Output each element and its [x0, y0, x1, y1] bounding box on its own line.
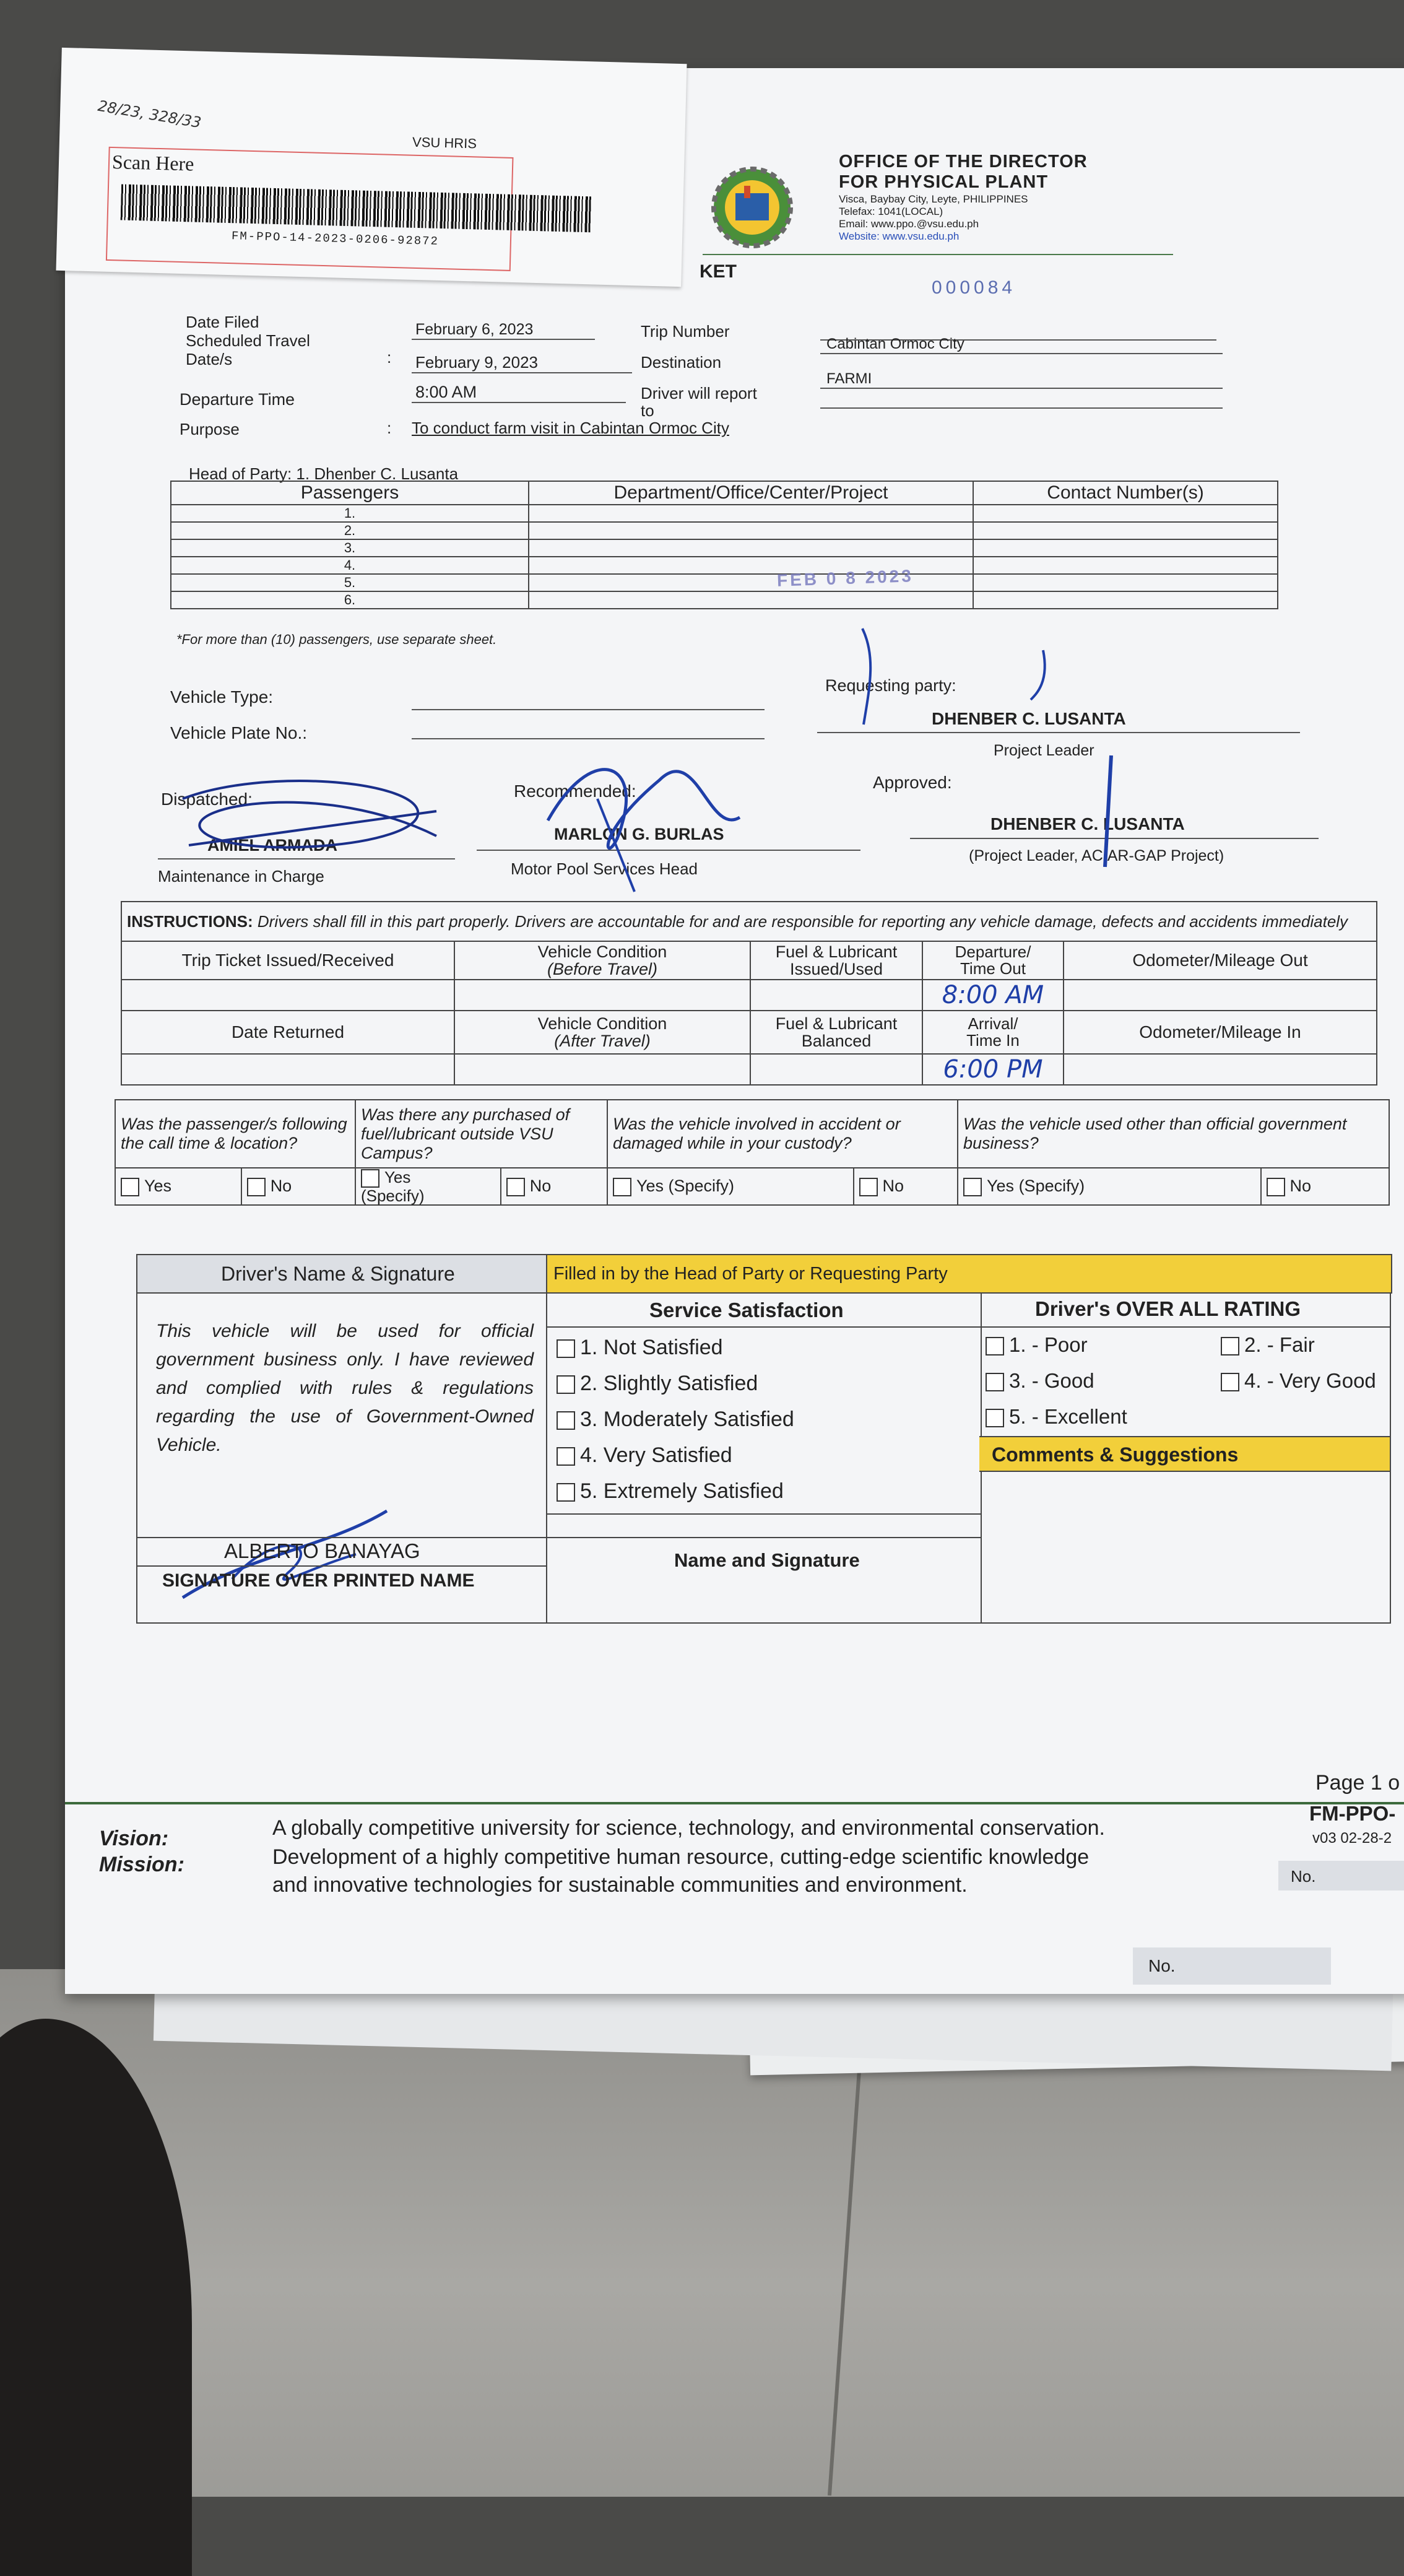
satisfaction-banner-text: Filled in by the Head of Party or Requesting Party	[553, 1264, 948, 1284]
under-sheet-no-label: No.	[1148, 1956, 1176, 1975]
purpose-value: To conduct farm visit in Cabintan Ormoc City	[412, 419, 729, 437]
requesting-name: DHENBER C. LUSANTA	[932, 709, 1126, 728]
barcode-text: FM-PPO-14-2023-0206-92872	[231, 229, 440, 248]
recommended-label: Recommended:	[514, 781, 636, 801]
form-code: FM-PPO-	[1309, 1802, 1396, 1825]
report-label: Driver will report	[641, 384, 757, 402]
office-title: OFFICE OF THE DIRECTOR	[839, 152, 1088, 172]
office-website: Website: www.vsu.edu.ph	[839, 230, 960, 242]
sched-label: Scheduled Travel	[186, 331, 310, 350]
col-department: Department/Office/Center/Project	[529, 481, 973, 505]
serial-number: 000084	[932, 277, 1016, 298]
driver-statement-cell	[136, 1292, 547, 1538]
rating-good-checkbox[interactable]	[986, 1373, 1004, 1391]
satisfaction-opt-4[interactable]	[557, 1443, 732, 1468]
office-address: Visca, Baybay City, Leyte, PHILIPPINES	[839, 193, 1028, 205]
q2-no-checkbox[interactable]	[506, 1178, 525, 1196]
cond-before-cell	[454, 941, 750, 980]
satisfaction-banner	[546, 1254, 1392, 1294]
dispatched-label: Dispatched:	[161, 790, 253, 809]
satisfaction-title-rule	[547, 1326, 981, 1328]
satisfaction-opt-3[interactable]	[557, 1408, 794, 1432]
rating-excellent-checkbox[interactable]	[986, 1409, 1004, 1427]
approved-label: Approved:	[873, 773, 952, 792]
received-stamp: FEB 0 8 2023	[776, 566, 914, 590]
cond-before-sub: (Before Travel)	[547, 960, 658, 978]
recommended-name: MARLON G. BURLAS	[554, 825, 724, 843]
office-email: Email: www.ppo.@vsu.edu.ph	[839, 218, 979, 230]
driver-sig-label-cell	[136, 1565, 547, 1624]
q4-yes[interactable]	[958, 1168, 1261, 1205]
destination-label: Destination	[641, 353, 722, 372]
slip-system-label: VSU HRIS	[412, 134, 477, 152]
odo-out: Odometer/Mileage Out	[1064, 941, 1377, 980]
departure-out: Departure/	[955, 942, 1031, 961]
sat-4-label: 4. Very Satisfied	[580, 1443, 732, 1467]
requesting-title: Project Leader	[994, 742, 1094, 759]
q3-no-checkbox[interactable]	[859, 1178, 878, 1196]
rating-good-label: 3. - Good	[1009, 1369, 1094, 1392]
passenger-row-2[interactable]: 2.	[171, 522, 529, 539]
footer-rule	[65, 1802, 1404, 1804]
approved-title: (Project Leader, ACIAR-GAP Project)	[969, 847, 1224, 864]
q1-no[interactable]	[241, 1168, 355, 1205]
satisfaction-block	[546, 1292, 982, 1624]
comments-banner	[979, 1436, 1390, 1472]
rating-fair-checkbox[interactable]	[1221, 1337, 1239, 1355]
q1-yes[interactable]	[115, 1168, 241, 1205]
vehicle-type-label: Vehicle Type:	[170, 687, 274, 707]
driver-statement: This vehicle will be used for official government business only. I have reviewed and complied with rules & regulations regarding the use of Government-Owned Vehicle.	[156, 1321, 534, 1455]
rating-fair[interactable]	[1221, 1333, 1315, 1357]
sat-5-label: 5. Extremely Satisfied	[580, 1479, 784, 1503]
q4-no-checkbox[interactable]	[1267, 1178, 1285, 1196]
q3-yes-label: Yes (Specify)	[636, 1177, 735, 1196]
vision-label: Vision:	[99, 1827, 169, 1850]
footer-no-box	[1278, 1861, 1404, 1891]
sched-label-2: Date/s	[186, 350, 233, 368]
rating-very-good-label: 4. - Very Good	[1244, 1369, 1376, 1392]
rating-excellent-label: 5. - Excellent	[1009, 1405, 1127, 1428]
vision-text: A globally competitive university for science, technology, and environmental conservation.	[272, 1816, 1105, 1840]
q2-specify-label: (Specify)	[360, 1186, 425, 1206]
departure-value: 8:00 AM	[412, 383, 626, 403]
odo-in: Odometer/Mileage In	[1064, 1011, 1377, 1054]
date-filed-value: February 6, 2023	[412, 321, 595, 340]
driver-header-cell	[136, 1254, 547, 1294]
trip-number-label: Trip Number	[641, 322, 730, 341]
report-label-2: to	[641, 401, 654, 420]
rating-fair-label: 2. - Fair	[1244, 1333, 1315, 1356]
q1-no-label: No	[270, 1177, 292, 1196]
satisfaction-rule-2	[547, 1537, 981, 1538]
driver-name-cell	[136, 1537, 547, 1567]
rating-block	[979, 1292, 1391, 1624]
fuel-bal-cell	[750, 1011, 922, 1054]
driver-name: ALBERTO BANAYAG	[224, 1539, 420, 1562]
head-of-party: Head of Party: 1. Dhenber C. Lusanta	[189, 464, 459, 483]
q4-no-label: No	[1289, 1177, 1312, 1196]
arrival-sub: Time In	[966, 1031, 1020, 1050]
sat-3-checkbox[interactable]	[557, 1411, 575, 1430]
q3-yes[interactable]	[607, 1168, 854, 1205]
scan-here-label: Scan Here	[111, 150, 194, 175]
q2-no-label: No	[529, 1177, 552, 1196]
footer-no-label: No.	[1291, 1867, 1316, 1886]
satisfaction-opt-5[interactable]	[557, 1479, 784, 1503]
q2-yes-label: Yes	[384, 1167, 411, 1186]
passenger-row-3[interactable]: 3.	[171, 539, 529, 557]
questions-table	[115, 1099, 1390, 1206]
arrival: Arrival/	[968, 1014, 1018, 1033]
slip-handwritten-note: 28/23, 328/33	[96, 97, 203, 132]
instructions-cell	[121, 902, 1377, 941]
vehicle-plate-label: Vehicle Plate No.:	[170, 723, 308, 742]
q4-yes-label: Yes (Specify)	[987, 1177, 1085, 1196]
office-title-2: FOR PHYSICAL PLANT	[839, 172, 1049, 192]
dispatched-title: Maintenance in Charge	[158, 867, 324, 886]
rating-poor-checkbox[interactable]	[986, 1337, 1004, 1355]
passenger-row-5[interactable]: 5.	[171, 574, 529, 591]
q4-yes-checkbox[interactable]	[963, 1178, 982, 1196]
sched-value: February 9, 2023	[412, 353, 632, 373]
time-in-value[interactable]: 6:00 PM	[922, 1054, 1064, 1085]
q1-text: Was the passenger/s following the call time & location?	[115, 1100, 355, 1168]
driver-header: Driver's Name & Signature	[221, 1263, 455, 1285]
departure-out-cell	[922, 941, 1064, 980]
fuel-issued-cell	[750, 941, 922, 980]
fuel-bal: Fuel & Lubricant	[775, 1014, 898, 1033]
driver-sig-label: SIGNATURE OVER PRINTED NAME	[162, 1570, 475, 1591]
fuel-bal-sub: Balanced	[801, 1032, 872, 1050]
satisfaction-opt-1[interactable]	[557, 1336, 723, 1360]
purpose-sep: :	[387, 419, 392, 437]
col-passengers: Passengers	[171, 481, 529, 505]
sat-3-label: 3. Moderately Satisfied	[580, 1408, 794, 1431]
passenger-row-1[interactable]: 1.	[171, 505, 529, 522]
q2-text: Was there any purchased of fuel/lubricant outside VSU Campus?	[355, 1100, 607, 1168]
rating-very-good[interactable]	[1221, 1369, 1376, 1393]
name-signature-label: Name and Signature	[674, 1549, 860, 1571]
fuel-issued-sub: Issued/Used	[789, 960, 883, 978]
form-version: v03 02-28-2	[1312, 1830, 1392, 1847]
doc-title-fragment: KET	[700, 261, 737, 282]
dispatched-name: AMIEL ARMADA	[207, 836, 337, 855]
q4-text: Was the vehicle used other than official government business?	[958, 1100, 1389, 1168]
purpose-label: Purpose	[180, 420, 240, 438]
instructions-lead: INSTRUCTIONS:	[127, 912, 253, 931]
rating-very-good-checkbox[interactable]	[1221, 1373, 1239, 1391]
satisfaction-rule-1	[547, 1513, 981, 1515]
sat-4-checkbox[interactable]	[557, 1447, 575, 1466]
arrival-cell	[922, 1011, 1064, 1054]
satisfaction-opt-2[interactable]	[557, 1372, 758, 1396]
passenger-row-6[interactable]: 6.	[171, 591, 529, 609]
under-sheet-no-box	[1133, 1947, 1331, 1985]
passenger-row-4[interactable]: 4.	[171, 557, 529, 574]
passenger-note: *For more than (10) passengers, use separate sheet.	[176, 632, 497, 647]
q2-yes[interactable]	[355, 1168, 501, 1205]
rating-poor-label: 1. - Poor	[1009, 1333, 1088, 1356]
instructions-table	[121, 901, 1377, 1086]
cond-after-cell	[454, 1011, 750, 1054]
date-returned: Date Returned	[121, 1011, 454, 1054]
requesting-label: Requesting party:	[825, 676, 956, 695]
cond-before: Vehicle Condition	[537, 942, 667, 961]
sched-sep: :	[387, 348, 392, 367]
recommended-title: Motor Pool Services Head	[511, 859, 698, 878]
sat-1-checkbox[interactable]	[557, 1339, 575, 1358]
mission-text-2: and innovative technologies for sustainable communities and environment.	[272, 1873, 968, 1897]
satisfaction-title: Service Satisfaction	[649, 1299, 844, 1321]
date-filed-label: Date Filed	[186, 313, 259, 331]
q3-no[interactable]	[854, 1168, 958, 1205]
sat-5-checkbox[interactable]	[557, 1483, 575, 1502]
sat-2-label: 2. Slightly Satisfied	[580, 1372, 758, 1395]
departure-out-sub: Time Out	[960, 959, 1026, 978]
mission-text: Development of a highly competitive human resource, cutting-edge scientific knowledge	[272, 1845, 1090, 1869]
comments-label: Comments & Suggestions	[992, 1443, 1239, 1466]
office-telefax: Telefax: 1041(LOCAL)	[839, 206, 943, 217]
cond-after-sub: (After Travel)	[554, 1032, 651, 1050]
q1-yes-label: Yes	[144, 1177, 172, 1196]
q3-yes-checkbox[interactable]	[613, 1178, 631, 1196]
q1-yes-checkbox[interactable]	[121, 1178, 139, 1196]
time-out-value[interactable]: 8:00 AM	[922, 980, 1064, 1011]
rating-title: Driver's OVER ALL RATING	[1035, 1297, 1301, 1320]
sat-2-checkbox[interactable]	[557, 1375, 575, 1394]
instructions-text: Drivers shall fill in this part properly. Drivers are accountable for and are responsible for reporting any vehicle damage, defects and accidents immediately	[257, 912, 1348, 931]
destination-value: Cabintan Ormoc City	[820, 336, 1223, 354]
sat-1-label: 1. Not Satisfied	[580, 1336, 723, 1359]
q3-text: Was the vehicle involved in accident or damaged while in your custody?	[607, 1100, 958, 1168]
driver-section	[102, 1254, 1390, 1625]
rating-good[interactable]	[986, 1369, 1094, 1393]
departure-label: Departure Time	[180, 390, 295, 409]
page-number: Page 1 o	[1315, 1771, 1400, 1795]
rating-poor[interactable]	[986, 1333, 1088, 1357]
rating-excellent[interactable]	[986, 1405, 1127, 1429]
q2-yes-checkbox[interactable]	[361, 1169, 379, 1188]
q1-no-checkbox[interactable]	[247, 1178, 266, 1196]
q3-no-label: No	[882, 1177, 904, 1196]
q4-no[interactable]	[1261, 1168, 1389, 1205]
trip-ticket-form	[65, 68, 1404, 1994]
trip-ticket-issued: Trip Ticket Issued/Received	[121, 941, 454, 980]
approved-name: DHENBER C. LUSANTA	[990, 814, 1185, 833]
col-contact: Contact Number(s)	[973, 481, 1278, 505]
fuel-issued: Fuel & Lubricant	[775, 942, 898, 961]
comments-area[interactable]	[979, 1472, 1390, 1621]
cond-after: Vehicle Condition	[537, 1014, 667, 1033]
mission-label: Mission:	[99, 1853, 184, 1876]
q2-no[interactable]	[501, 1168, 607, 1205]
report-to-value: FARMI	[820, 370, 1223, 389]
rating-title-rule	[979, 1326, 1390, 1328]
